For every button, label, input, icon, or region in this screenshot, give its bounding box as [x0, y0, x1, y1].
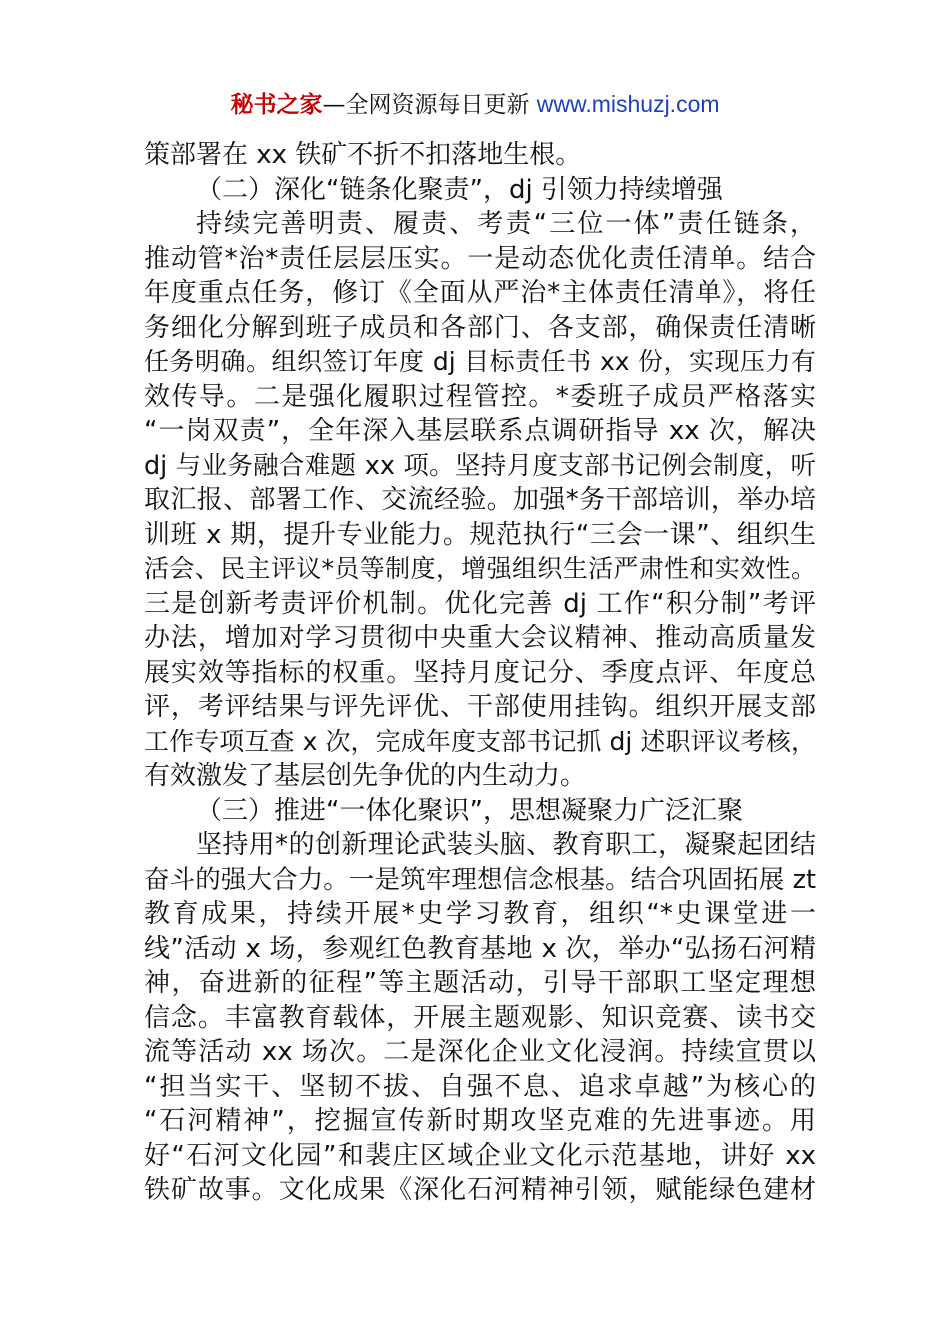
- text-line: 教育成果，持续开展*史学习教育，组织“*史课堂进一: [144, 899, 816, 929]
- site-brand: 秘书之家: [230, 92, 323, 118]
- text-line: “一岗双责”，全年深入基层联系点调研指导 xx 次，解决: [144, 416, 816, 446]
- text-line: 线”活动 x 场，参观红色教育基地 x 次，举办“弘扬石河精: [144, 933, 816, 964]
- text-line: 三是创新考责评价机制。优化完善 dj 工作“积分制”考评: [144, 588, 816, 619]
- text-line: 持续完善明责、履责、考责“三位一体”责任链条，: [196, 209, 816, 239]
- text-line: 坚持用*的创新理论武装头脑、教育职工，凝聚起团结: [196, 830, 816, 860]
- text-line: “石河精神”，挖掘宣传新时期攻坚克难的先进事迹。用: [144, 1106, 816, 1136]
- text-line: 训班 x 期，提升专业能力。规范执行“三会一课”、组织生: [144, 519, 816, 550]
- text-line: 取汇报、部署工作、交流经验。加强*务干部培训，举办培: [144, 485, 816, 515]
- text-line: （三）推进“一体化聚识”，思想凝聚力广泛汇聚: [196, 795, 743, 826]
- text-line: 效传导。二是强化履职过程管控。*委班子成员严格落实: [144, 381, 816, 412]
- text-line: 展实效等指标的权重。坚持月度记分、季度点评、年度总: [144, 657, 816, 688]
- site-url-link[interactable]: www.mishuzj.com: [536, 91, 720, 117]
- text-line: 流等活动 xx 场次。二是深化企业文化浸润。持续宣贯以: [144, 1037, 816, 1067]
- text-line: 办法，增加对学习贯彻中央重大会议精神、推动高质量发: [144, 623, 816, 653]
- text-line: 神，奋进新的征程”等主题活动，引导干部职工坚定理想: [144, 968, 816, 998]
- text-line: 有效激发了基层创先争优的内生动力。: [144, 761, 587, 791]
- site-header: [0, 88, 950, 121]
- text-line: “担当实干、坚韧不拔、自强不息、追求卓越”为核心的: [144, 1071, 816, 1102]
- text-line: 策部署在 xx 铁矿不折不扣落地生根。: [144, 140, 582, 170]
- site-slogan: —全网资源每日更新: [322, 92, 537, 118]
- text-line: 信念。丰富教育载体，开展主题观影、知识竞赛、读书交: [144, 1002, 816, 1033]
- text-line: （二）深化“链条化聚责”，dj 引领力持续增强: [196, 174, 723, 205]
- text-line: 务细化分解到班子成员和各部门、各支部，确保责任清晰: [144, 312, 816, 343]
- text-line: 好“石河文化园”和裴庄区域企业文化示范基地，讲好 xx: [144, 1140, 816, 1171]
- text-line: 任务明确。组织签订年度 dj 目标责任书 xx 份，实现压力有: [144, 347, 816, 376]
- document-body: [144, 138, 816, 1208]
- text-line: 年度重点任务，修订《全面从严治*主体责任清单》，将任: [144, 278, 816, 308]
- text-line: 铁矿故事。文化成果《深化石河精神引领，赋能绿色建材: [144, 1175, 816, 1205]
- text-line: 活会、民主评议*员等制度，增强组织生活严肃性和实效性。: [144, 554, 816, 583]
- text-line: 工作专项互查 x 次，完成年度支部书记抓 dj 述职评议考核，: [144, 726, 816, 756]
- text-line: dj 与业务融合难题 xx 项。坚持月度支部书记例会制度，听: [144, 450, 816, 481]
- text-line: 评，考评结果与评先评优、干部使用挂钩。组织开展支部: [144, 692, 816, 722]
- text-line: 奋斗的强大合力。一是筑牢理想信念根基。结合巩固拓展 zt: [144, 864, 816, 895]
- text-line: 推动管*治*责任层层压实。一是动态优化责任清单。结合: [144, 243, 816, 274]
